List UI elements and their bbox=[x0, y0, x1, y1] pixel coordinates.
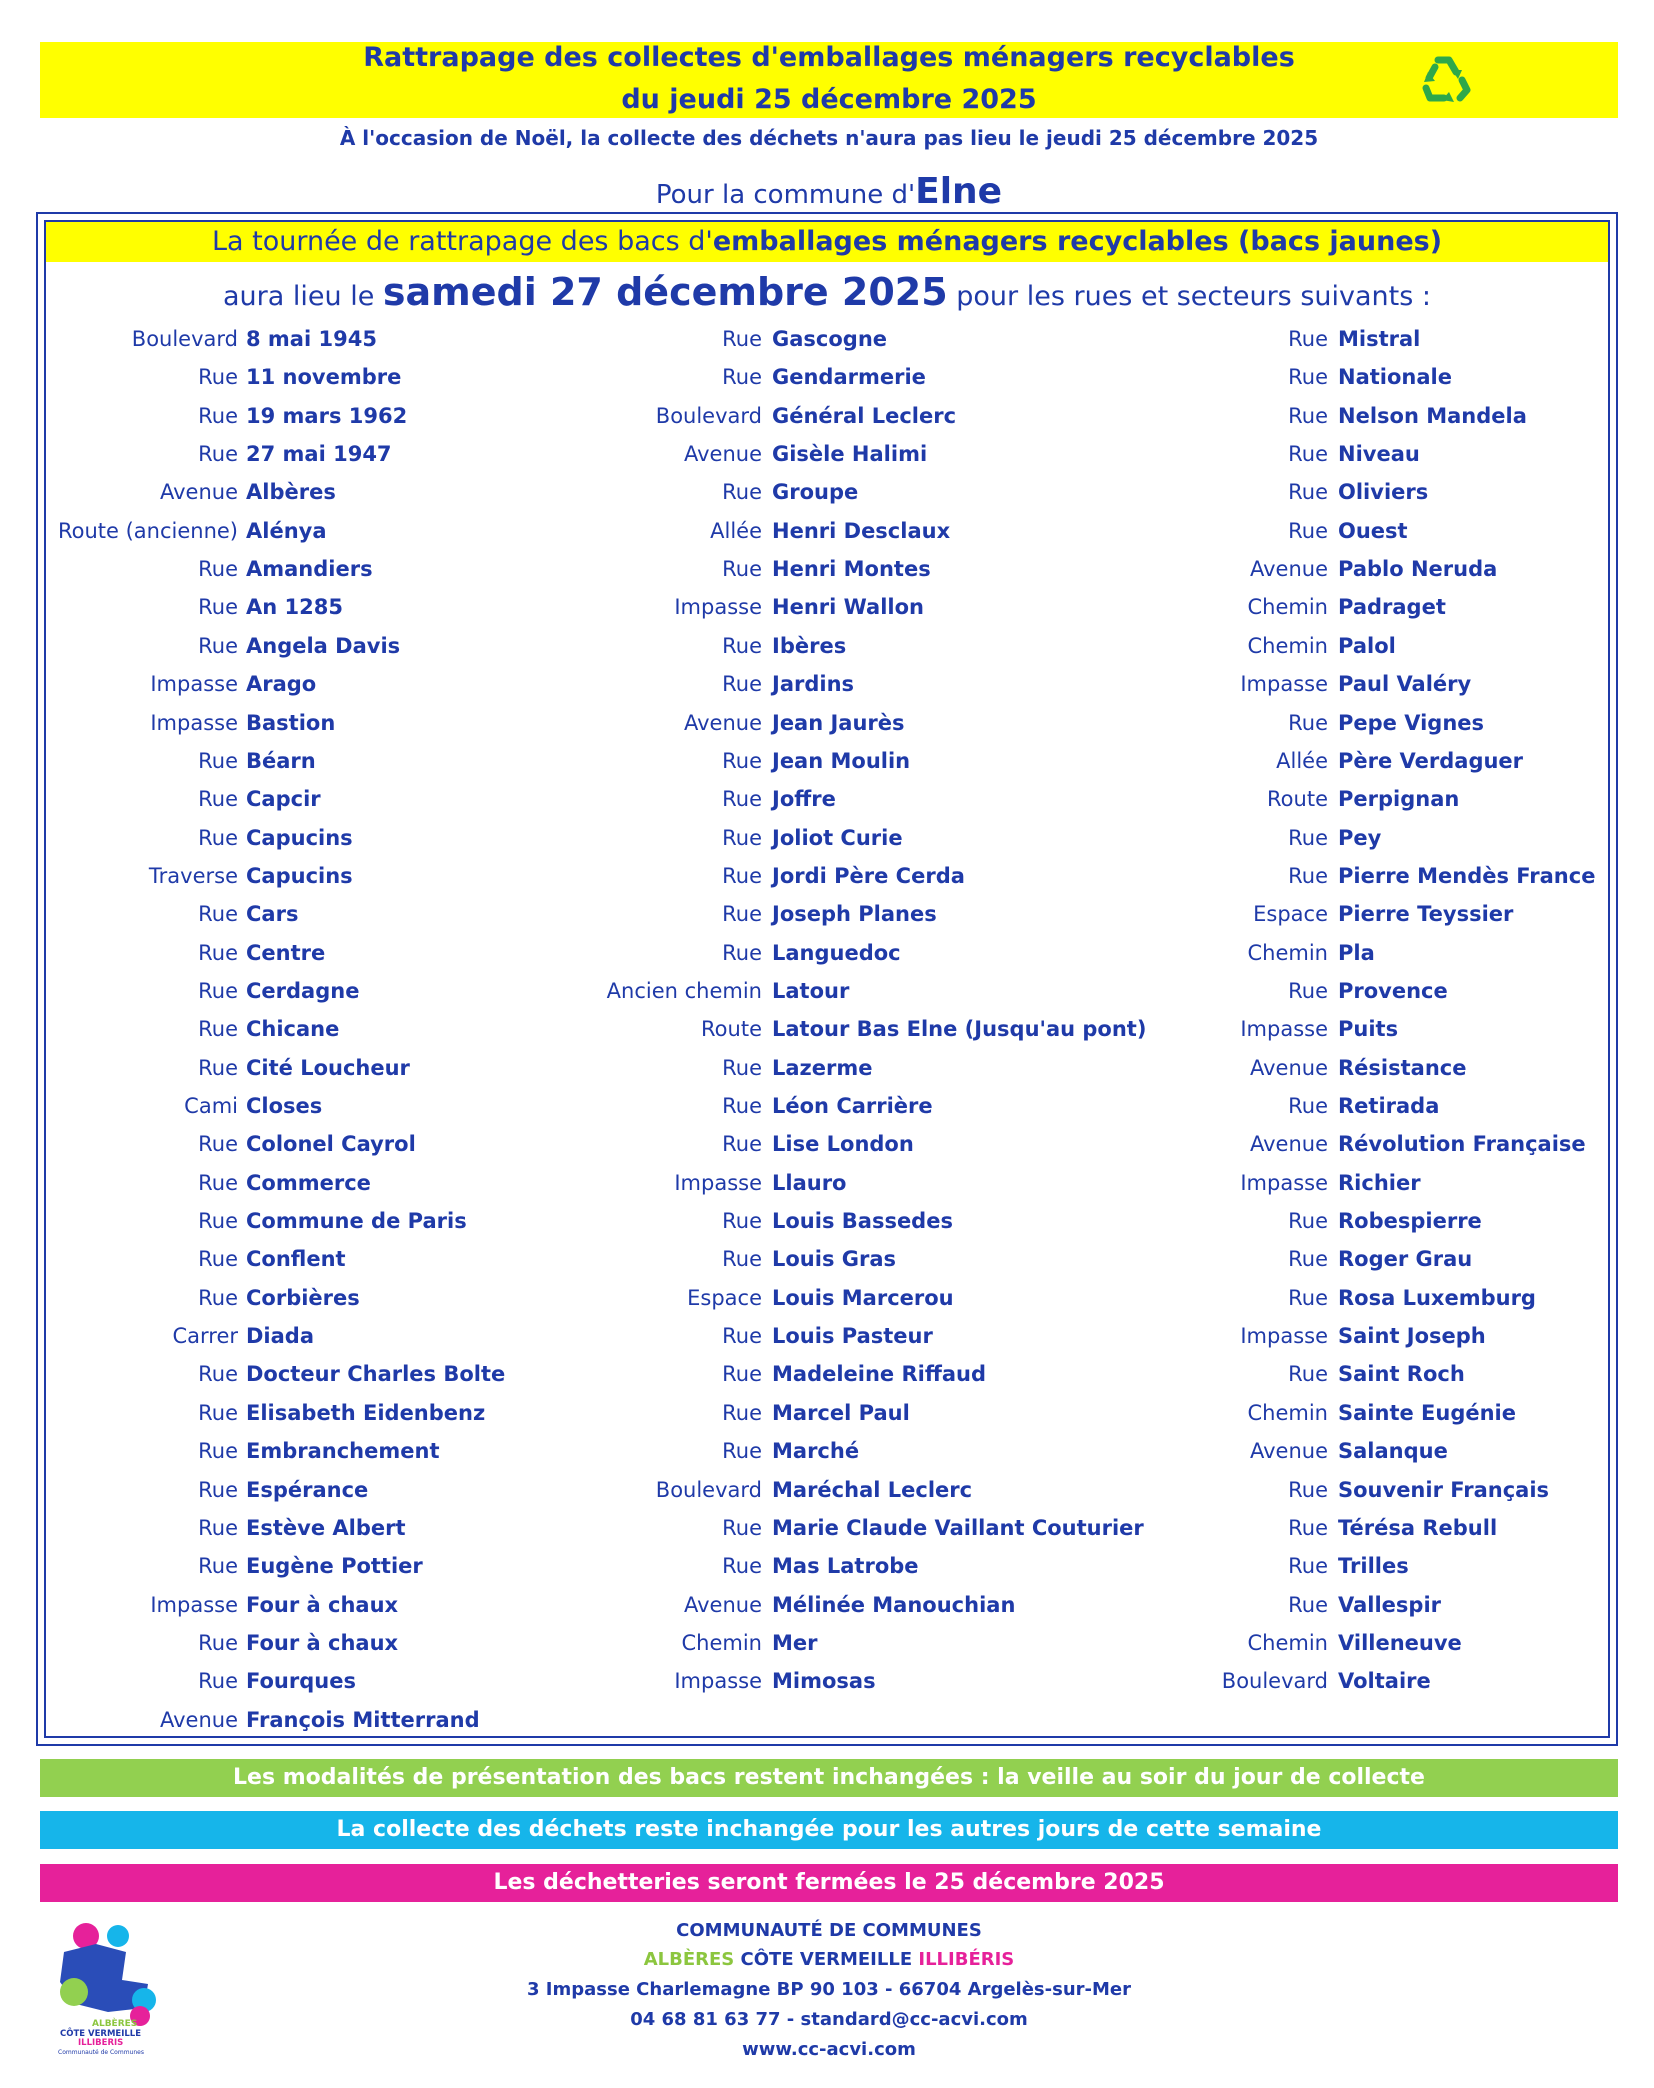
street-name: Nelson Mandela bbox=[1338, 404, 1527, 428]
footer-org-line-1: COMMUNAUTÉ DE COMMUNES bbox=[676, 1920, 982, 1941]
street-name: Résistance bbox=[1338, 1056, 1467, 1080]
catch-up-date: samedi 27 décembre 2025 bbox=[382, 270, 948, 314]
street-type: Rue bbox=[722, 864, 762, 888]
street-name: Elisabeth Eidenbenz bbox=[246, 1401, 486, 1425]
street-name: Commerce bbox=[246, 1171, 371, 1195]
footer-contact: 04 68 81 63 77 - standard@cc-acvi.com bbox=[630, 2009, 1028, 2030]
street-type: Rue bbox=[198, 1401, 238, 1425]
street-name: Jean Moulin bbox=[772, 749, 911, 773]
street-type: Rue bbox=[198, 595, 238, 619]
street-name: Mer bbox=[772, 1631, 818, 1655]
street-type: Rue bbox=[722, 1056, 762, 1080]
street-name: Diada bbox=[246, 1324, 315, 1348]
street-name: Roger Grau bbox=[1338, 1247, 1473, 1271]
info-band-collection: La collecte des déchets reste inchangée pour les autres jours de cette semaine bbox=[40, 1811, 1618, 1849]
street-type: Avenue bbox=[159, 1708, 238, 1732]
street-type: Impasse bbox=[1240, 1171, 1328, 1195]
street-type: Chemin bbox=[1247, 595, 1328, 619]
street-name: Capucins bbox=[246, 864, 353, 888]
street-name: Estève Albert bbox=[246, 1516, 406, 1540]
street-name: Jean Jaurès bbox=[772, 711, 905, 735]
street-name: Retirada bbox=[1338, 1094, 1440, 1118]
street-name: Révolution Française bbox=[1338, 1132, 1586, 1156]
street-type: Rue bbox=[198, 1478, 238, 1502]
street-name: Cars bbox=[246, 902, 299, 926]
notice-text: À l'occasion de Noël, la collecte des déchets n'aura pas lieu le jeudi 25 décembre 2025 bbox=[339, 126, 1319, 150]
street-name: Ibères bbox=[772, 634, 847, 658]
street-name: Salanque bbox=[1338, 1439, 1448, 1463]
street-name: Docteur Charles Bolte bbox=[246, 1362, 506, 1386]
logo-text-3: ILLIBERIS bbox=[78, 2038, 124, 2048]
street-type: Rue bbox=[1288, 365, 1328, 389]
street-name: 27 mai 1947 bbox=[246, 442, 392, 466]
tour-text bbox=[46, 222, 1608, 262]
street-type: Rue bbox=[722, 1324, 762, 1348]
street-name: Latour Bas Elne (Jusqu'au pont) bbox=[772, 1017, 1147, 1041]
street-type: Boulevard bbox=[131, 327, 238, 351]
street-name: François Mitterrand bbox=[246, 1708, 480, 1732]
street-type: Route bbox=[701, 1017, 762, 1041]
street-type: Avenue bbox=[1249, 1132, 1328, 1156]
street-type: Rue bbox=[1288, 327, 1328, 351]
street-name: Puits bbox=[1338, 1017, 1399, 1041]
street-type: Rue bbox=[198, 979, 238, 1003]
street-name: Henri Wallon bbox=[772, 595, 924, 619]
street-type: Rue bbox=[1288, 404, 1328, 428]
street-name: Voltaire bbox=[1338, 1669, 1431, 1693]
street-name: Gendarmerie bbox=[772, 365, 926, 389]
street-type: Rue bbox=[198, 557, 238, 581]
street-type: Rue bbox=[722, 1209, 762, 1233]
street-name: Conflent bbox=[246, 1247, 346, 1271]
street-type: Rue bbox=[722, 902, 762, 926]
street-name: Robespierre bbox=[1338, 1209, 1482, 1233]
street-name: Sainte Eugénie bbox=[1338, 1401, 1516, 1425]
street-type: Rue bbox=[1288, 1593, 1328, 1617]
street-name: Vallespir bbox=[1338, 1593, 1442, 1617]
street-name: Centre bbox=[246, 941, 326, 965]
street-type: Avenue bbox=[1249, 1439, 1328, 1463]
street-type: Avenue bbox=[683, 1593, 762, 1617]
street-type: Rue bbox=[198, 1362, 238, 1386]
street-type: Espace bbox=[687, 1286, 762, 1310]
title-line-2: du jeudi 25 décembre 2025 bbox=[621, 84, 1037, 115]
street-name: Eugène Pottier bbox=[246, 1554, 423, 1578]
street-type: Rue bbox=[722, 1247, 762, 1271]
street-type: Rue bbox=[1288, 1516, 1328, 1540]
street-type: Rue bbox=[198, 1516, 238, 1540]
street-name: Albères bbox=[246, 480, 336, 504]
street-name: Alénya bbox=[246, 519, 327, 543]
street-type: Rue bbox=[722, 1401, 762, 1425]
street-name: Général Leclerc bbox=[772, 404, 957, 428]
street-name: Richier bbox=[1338, 1171, 1421, 1195]
street-name: Joliot Curie bbox=[772, 826, 903, 850]
street-type: Rue bbox=[198, 1631, 238, 1655]
street-type: Chemin bbox=[1247, 941, 1328, 965]
street-name: Gisèle Halimi bbox=[772, 442, 928, 466]
street-type: Rue bbox=[722, 1094, 762, 1118]
street-type: Ancien chemin bbox=[606, 979, 762, 1003]
street-name: Jordi Père Cerda bbox=[772, 864, 965, 888]
street-type: Rue bbox=[198, 749, 238, 773]
street-type: Rue bbox=[722, 1439, 762, 1463]
street-type: Rue bbox=[1288, 1209, 1328, 1233]
street-type: Avenue bbox=[683, 711, 762, 735]
date-suffix: pour les rues et secteurs suivants : bbox=[947, 281, 1431, 312]
street-name: Llauro bbox=[772, 1171, 847, 1195]
street-name: Angela Davis bbox=[246, 634, 401, 658]
street-type: Rue bbox=[198, 634, 238, 658]
street-type: Allée bbox=[1276, 749, 1328, 773]
street-name: Palol bbox=[1338, 634, 1396, 658]
footer-org-line-2 bbox=[40, 1947, 1618, 1973]
street-name: Perpignan bbox=[1338, 787, 1460, 811]
street-type: Chemin bbox=[1247, 634, 1328, 658]
street-type: Impasse bbox=[1240, 672, 1328, 696]
street-type: Avenue bbox=[683, 442, 762, 466]
street-name: Groupe bbox=[772, 480, 859, 504]
footer-website[interactable]: www.cc-acvi.com bbox=[742, 2039, 916, 2060]
street-name: Nationale bbox=[1338, 365, 1452, 389]
date-line bbox=[46, 266, 1608, 323]
street-type: Rue bbox=[1288, 1554, 1328, 1578]
street-type: Rue bbox=[1288, 711, 1328, 735]
street-name: Léon Carrière bbox=[772, 1094, 933, 1118]
street-name: Commune de Paris bbox=[246, 1209, 467, 1233]
street-name: Mistral bbox=[1338, 327, 1421, 351]
street-name: Pey bbox=[1338, 826, 1382, 850]
org-illiberis: ILLIBÉRIS bbox=[918, 1949, 1015, 1970]
street-type: Impasse bbox=[150, 1593, 238, 1617]
street-type: Rue bbox=[198, 1132, 238, 1156]
street-name: Espérance bbox=[246, 1478, 369, 1502]
street-name: Marie Claude Vaillant Couturier bbox=[772, 1516, 1144, 1540]
street-type: Rue bbox=[198, 1247, 238, 1271]
street-type: Carrer bbox=[172, 1324, 238, 1348]
street-name: Villeneuve bbox=[1338, 1631, 1462, 1655]
street-type: Route (ancienne) bbox=[57, 519, 238, 543]
street-name: Béarn bbox=[246, 749, 316, 773]
street-type: Avenue bbox=[1249, 1056, 1328, 1080]
street-name: Pepe Vignes bbox=[1338, 711, 1485, 735]
tour-prefix: La tournée de rattrapage des bacs d' bbox=[211, 226, 713, 257]
logo-text-2: CÔTE VERMEILLE bbox=[60, 2029, 142, 2039]
street-type: Rue bbox=[198, 787, 238, 811]
street-name: Joffre bbox=[772, 787, 836, 811]
street-type: Rue bbox=[722, 1362, 762, 1386]
street-type: Rue bbox=[722, 557, 762, 581]
street-type: Rue bbox=[198, 365, 238, 389]
street-name: Mélinée Manouchian bbox=[772, 1593, 1016, 1617]
street-type: Rue bbox=[1288, 1094, 1328, 1118]
street-type: Rue bbox=[1288, 1247, 1328, 1271]
street-type: Rue bbox=[722, 634, 762, 658]
street-type: Boulevard bbox=[655, 1478, 762, 1502]
street-type: Impasse bbox=[674, 595, 762, 619]
street-type: Rue bbox=[722, 941, 762, 965]
street-name: Fourques bbox=[246, 1669, 356, 1693]
street-name: 11 novembre bbox=[246, 365, 402, 389]
org-cote: CÔTE VERMEILLE bbox=[734, 1949, 919, 1970]
street-type: Rue bbox=[1288, 1286, 1328, 1310]
street-type: Chemin bbox=[1247, 1401, 1328, 1425]
street-name: Cité Loucheur bbox=[246, 1056, 410, 1080]
street-name: Arago bbox=[246, 672, 317, 696]
street-name: Saint Roch bbox=[1338, 1362, 1465, 1386]
street-type: Rue bbox=[198, 1439, 238, 1463]
info-band-dechetteries: Les déchetteries seront fermées le 25 décembre 2025 bbox=[40, 1864, 1618, 1902]
street-name: Mimosas bbox=[772, 1669, 876, 1693]
street-type: Rue bbox=[198, 1554, 238, 1578]
street-name: Madeleine Riffaud bbox=[772, 1362, 987, 1386]
street-type: Rue bbox=[722, 1132, 762, 1156]
street-name: An 1285 bbox=[246, 595, 343, 619]
logo-text-1: ALBÈRES bbox=[92, 2019, 138, 2029]
street-name: Rosa Luxemburg bbox=[1338, 1286, 1536, 1310]
street-name: 8 mai 1945 bbox=[246, 327, 377, 351]
street-name: Paul Valéry bbox=[1338, 672, 1472, 696]
info-band-presentation: Les modalités de présentation des bacs restent inchangées : la veille au soir du jour de collecte bbox=[40, 1759, 1618, 1797]
street-name: Pierre Mendès France bbox=[1338, 864, 1596, 888]
commune-line bbox=[40, 170, 1618, 217]
street-name: Cerdagne bbox=[246, 979, 360, 1003]
street-type: Impasse bbox=[150, 711, 238, 735]
street-type: Rue bbox=[1288, 826, 1328, 850]
org-alberes: ALBÈRES bbox=[643, 1949, 735, 1970]
street-type: Avenue bbox=[159, 480, 238, 504]
street-type: Rue bbox=[722, 749, 762, 773]
street-type: Chemin bbox=[681, 1631, 762, 1655]
street-name: Oliviers bbox=[1338, 480, 1429, 504]
street-name: Louis Gras bbox=[772, 1247, 897, 1271]
date-prefix: aura lieu le bbox=[223, 281, 383, 312]
footer-address: 3 Impasse Charlemagne BP 90 103 - 66704 Argelès-sur-Mer bbox=[527, 1979, 1131, 2000]
street-name: Provence bbox=[1338, 979, 1448, 1003]
street-name: Colonel Cayrol bbox=[246, 1132, 416, 1156]
street-name: Père Verdaguer bbox=[1338, 749, 1524, 773]
street-type: Rue bbox=[1288, 519, 1328, 543]
street-name: Marché bbox=[772, 1439, 860, 1463]
street-type: Rue bbox=[198, 941, 238, 965]
street-type: Rue bbox=[722, 672, 762, 696]
street-name: Jardins bbox=[772, 672, 855, 696]
street-name: Padraget bbox=[1338, 595, 1446, 619]
street-type: Impasse bbox=[150, 672, 238, 696]
street-name: Amandiers bbox=[246, 557, 373, 581]
street-type: Rue bbox=[722, 327, 762, 351]
street-type: Rue bbox=[198, 1056, 238, 1080]
street-type: Rue bbox=[198, 1286, 238, 1310]
street-name: Henri Montes bbox=[772, 557, 931, 581]
street-type: Espace bbox=[1253, 902, 1328, 926]
street-type: Rue bbox=[198, 902, 238, 926]
street-type: Rue bbox=[722, 787, 762, 811]
street-name: Souvenir Français bbox=[1338, 1478, 1550, 1502]
street-name: Four à chaux bbox=[246, 1631, 399, 1655]
street-type: Rue bbox=[198, 442, 238, 466]
street-type: Avenue bbox=[1249, 557, 1328, 581]
commune-prefix: Pour la commune d' bbox=[655, 180, 916, 210]
street-type: Cami bbox=[184, 1094, 238, 1118]
street-type: Chemin bbox=[1247, 1631, 1328, 1655]
street-type: Rue bbox=[1288, 1478, 1328, 1502]
street-type: Route bbox=[1267, 787, 1328, 811]
street-type: Traverse bbox=[148, 864, 238, 888]
street-name: Niveau bbox=[1338, 442, 1420, 466]
street-name: Lazerme bbox=[772, 1056, 873, 1080]
street-name: Latour bbox=[772, 979, 850, 1003]
street-type: Rue bbox=[1288, 864, 1328, 888]
street-type: Rue bbox=[198, 1209, 238, 1233]
street-type: Rue bbox=[198, 1669, 238, 1693]
street-type: Rue bbox=[1288, 1362, 1328, 1386]
street-type: Boulevard bbox=[655, 404, 762, 428]
street-name: Ouest bbox=[1338, 519, 1408, 543]
street-type: Impasse bbox=[674, 1171, 762, 1195]
street-type: Rue bbox=[1288, 979, 1328, 1003]
street-name: Closes bbox=[246, 1094, 323, 1118]
street-name: Four à chaux bbox=[246, 1593, 399, 1617]
street-type: Rue bbox=[722, 826, 762, 850]
street-name: Pla bbox=[1338, 941, 1375, 965]
street-type: Rue bbox=[198, 826, 238, 850]
street-name: Joseph Planes bbox=[772, 902, 937, 926]
street-name: Pablo Neruda bbox=[1338, 557, 1498, 581]
street-type: Rue bbox=[198, 1017, 238, 1041]
street-name: Capucins bbox=[246, 826, 353, 850]
street-type: Rue bbox=[1288, 480, 1328, 504]
street-name: Henri Desclaux bbox=[772, 519, 951, 543]
street-name: Embranchement bbox=[246, 1439, 440, 1463]
street-name: Capcir bbox=[246, 787, 321, 811]
street-type: Rue bbox=[1288, 442, 1328, 466]
street-type: Impasse bbox=[1240, 1324, 1328, 1348]
street-name: Bastion bbox=[246, 711, 336, 735]
street-type: Rue bbox=[198, 404, 238, 428]
tour-bold: emballages ménagers recyclables (bacs jaunes) bbox=[712, 226, 1443, 257]
street-name: 19 mars 1962 bbox=[246, 404, 408, 428]
street-name: Térésa Rebull bbox=[1338, 1516, 1498, 1540]
street-name: Maréchal Leclerc bbox=[772, 1478, 973, 1502]
commune-name: Elne bbox=[915, 171, 1003, 212]
street-type: Rue bbox=[722, 1516, 762, 1540]
street-name: Mas Latrobe bbox=[772, 1554, 919, 1578]
street-type: Boulevard bbox=[1221, 1669, 1328, 1693]
street-type: Allée bbox=[710, 519, 762, 543]
street-name: Marcel Paul bbox=[772, 1401, 910, 1425]
street-name: Trilles bbox=[1338, 1554, 1409, 1578]
street-name: Pierre Teyssier bbox=[1338, 902, 1514, 926]
street-name: Saint Joseph bbox=[1338, 1324, 1486, 1348]
street-name: Gascogne bbox=[772, 327, 888, 351]
logo-text-4: Communauté de Communes bbox=[58, 2049, 144, 2056]
street-type: Rue bbox=[722, 365, 762, 389]
street-type: Rue bbox=[198, 1171, 238, 1195]
street-type: Rue bbox=[722, 1554, 762, 1578]
street-type: Rue bbox=[722, 480, 762, 504]
street-name: Chicane bbox=[246, 1017, 340, 1041]
street-name: Louis Pasteur bbox=[772, 1324, 933, 1348]
street-name: Corbières bbox=[246, 1286, 360, 1310]
street-name: Louis Bassedes bbox=[772, 1209, 953, 1233]
title-line-1: Rattrapage des collectes d'emballages ménagers recyclables bbox=[363, 42, 1295, 73]
street-name: Languedoc bbox=[772, 941, 901, 965]
street-name: Louis Marcerou bbox=[772, 1286, 954, 1310]
street-type: Impasse bbox=[674, 1669, 762, 1693]
recycle-icon bbox=[1416, 48, 1476, 108]
street-name: Lise London bbox=[772, 1132, 914, 1156]
street-type: Impasse bbox=[1240, 1017, 1328, 1041]
